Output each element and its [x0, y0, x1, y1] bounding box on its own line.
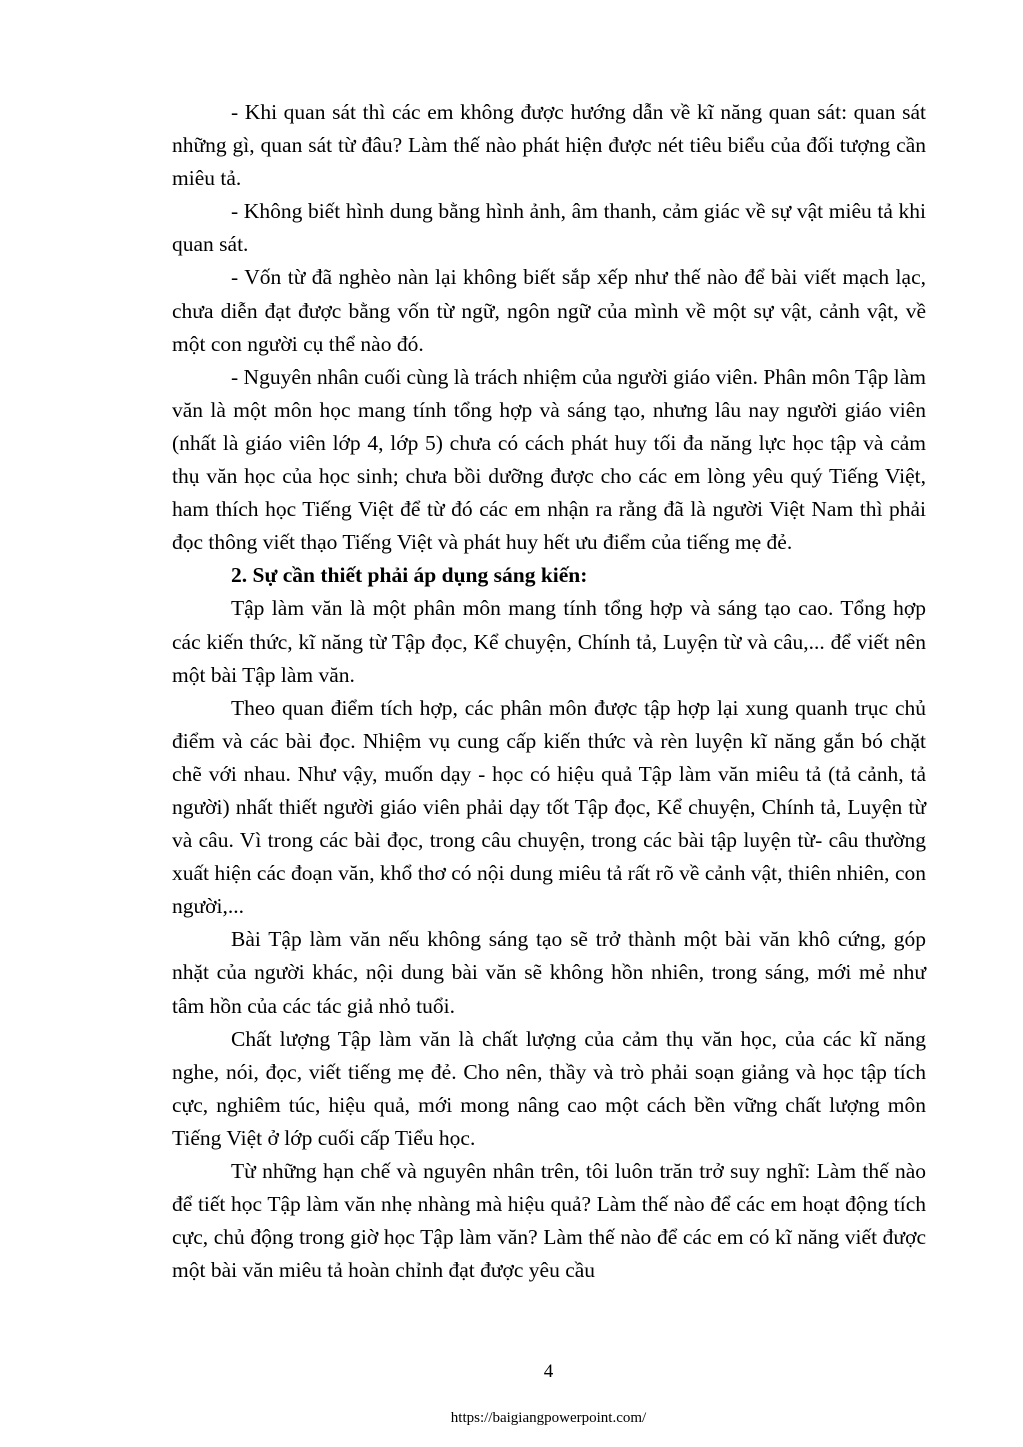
paragraph-1: - Khi quan sát thì các em không được hướng dẫn về kĩ năng quan sát: quan sát những gì, quan sát từ đâu? Làm thế nào phát hiện được nét tiêu biểu của đối tượng cần miêu tả.	[172, 100, 926, 191]
section-heading: 2. Sự cần thiết phải áp dụng sáng kiến:	[231, 563, 588, 588]
document-body	[172, 96, 926, 1287]
paragraph-7: Bài Tập làm văn nếu không sáng tạo sẽ trở thành một bài văn khô cứng, góp nhặt của người khác, nội dung bài văn sẽ không hồn nhiên, trong sáng, mới mẻ như tâm hồn của các tác giả nhỏ tuổi.	[172, 927, 926, 1018]
paragraph-9: Từ những hạn chế và nguyên nhân trên, tôi luôn trăn trở suy nghĩ: Làm thế nào để tiết học Tập làm văn nhẹ nhàng mà hiệu quả? Làm thế nào để các em hoạt động tích cực, chủ động trong giờ học Tập làm văn? Làm thế nào để các em có kĩ năng viết được một bài văn miêu tả hoàn chỉnh đạt được yêu cầu	[172, 1159, 926, 1283]
paragraph-6: Theo quan điểm tích hợp, các phân môn được tập hợp lại xung quanh trục chủ điểm và các bài đọc. Nhiệm vụ cung cấp kiến thức và rèn luyện kĩ năng gắn bó chặt chẽ với nhau. Như vậy, muốn dạy - học có hiệu quả Tập làm văn miêu tả (tả cảnh, tả người) nhất thiết người giáo viên phải dạy tốt Tập đọc, Kể chuyện, Chính tả, Luyện từ và câu. Vì trong các bài đọc, trong câu chuyện, trong các bài tập luyện từ- câu thường xuất hiện các đoạn văn, khổ thơ có nội dung miêu tả rất rõ về cảnh vật, thiên nhiên, con người,...	[172, 695, 926, 919]
paragraph-3: - Vốn từ đã nghèo nàn lại không biết sắp xếp như thế nào để bài viết mạch lạc, chưa diễn đạt được bằng vốn từ ngữ, ngôn ngữ của mình về một sự vật, cảnh vật, về một con người cụ thể nào đó.	[172, 265, 926, 356]
paragraph-4: - Nguyên nhân cuối cùng là trách nhiệm của người giáo viên. Phân môn Tập làm văn là một môn học mang tính tổng hợp và sáng tạo, nhưng lâu nay người giáo viên (nhất là giáo viên lớp 4, lớp 5) chưa có cách phát huy tối đa năng lực học tập và cảm thụ văn học của học sinh; chưa bồi dưỡng được cho các em lòng yêu quý Tiếng Việt, ham thích học Tiếng Việt để từ đó các em nhận ra rằng đã là người Việt Nam thì phải đọc thông viết thạo Tiếng Việt và phát huy hết ưu điểm của tiếng mẹ đẻ.	[172, 364, 926, 555]
footer-url[interactable]: https://baigiangpowerpoint.com/	[450, 1410, 647, 1426]
paragraph-2: - Không biết hình dung bằng hình ảnh, âm thanh, cảm giác về sự vật miêu tả khi quan sát.	[172, 199, 926, 257]
page-number: 4	[543, 1361, 554, 1382]
paragraph-5: Tập làm văn là một phân môn mang tính tổng hợp và sáng tạo cao. Tổng hợp các kiến thức, kĩ năng từ Tập đọc, Kể chuyện, Chính tả, Luyện từ và câu,... để viết nên một bài Tập làm văn.	[172, 596, 926, 687]
paragraph-8: Chất lượng Tập làm văn là chất lượng của cảm thụ văn học, của các kĩ năng nghe, nói, đọc, viết tiếng mẹ đẻ. Cho nên, thầy và trò phải soạn giảng và học tập tích cực, nghiêm túc, hiệu quả, mới mong nâng cao một cách bền vững chất lượng môn Tiếng Việt ở lớp cuối cấp Tiểu học.	[172, 1026, 926, 1150]
